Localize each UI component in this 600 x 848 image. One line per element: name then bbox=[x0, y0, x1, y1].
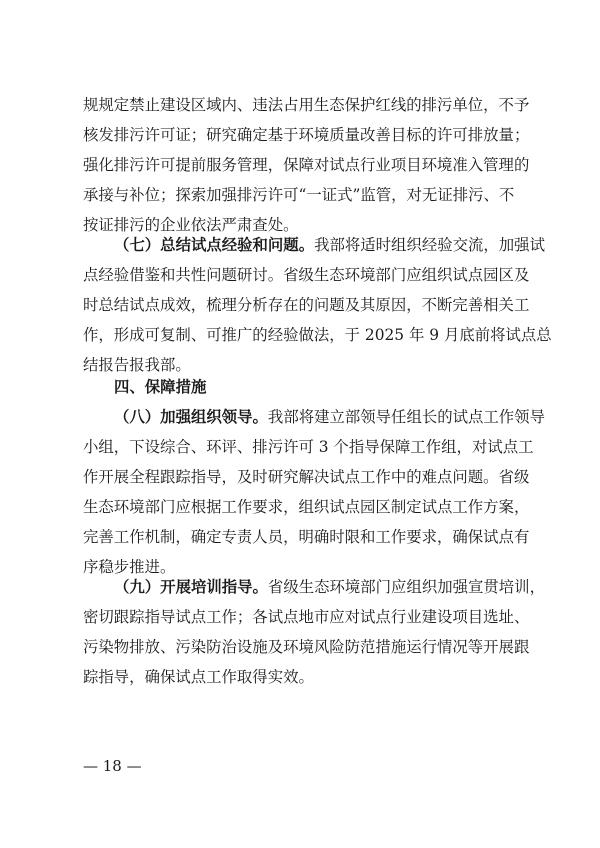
text-line bbox=[83, 402, 545, 432]
paragraph-organization-leadership bbox=[83, 402, 545, 582]
paragraph-heading: （九）开展培训指导。 bbox=[114, 578, 268, 596]
text-line: 核发排污许可证；研究确定基于环境质量改善目标的许可排放量； bbox=[83, 126, 530, 144]
text-line: 序稳步推进。 bbox=[83, 558, 176, 576]
paragraph-heading: （七）总结试点经验和问题。 bbox=[114, 236, 315, 254]
text-line: 点经验借鉴和共性问题研讨。省级生态环境部门应组织试点园区及 bbox=[83, 266, 530, 284]
text-line: 时总结试点成效，梳理分析存在的问题及其原因，不断完善相关工 bbox=[83, 296, 530, 314]
text-line bbox=[83, 572, 545, 602]
text-line: 承接与补位；探索加强排污许可“一证式”监管，对无证排污、不 bbox=[83, 186, 515, 204]
section-title: 四、保障措施 bbox=[114, 378, 207, 396]
paragraph-text: 我部将建立部领导任组长的试点工作领导 bbox=[267, 408, 545, 426]
text-line: 完善工作机制，确定专责人员，明确时限和工作要求，确保试点有 bbox=[83, 528, 530, 546]
paragraph-text: 我部将适时组织经验交流，加强试 bbox=[314, 236, 545, 254]
text-line: 生态环境部门应根据工作要求，组织试点园区制定试点工作方案， bbox=[83, 498, 530, 516]
text-line bbox=[83, 230, 545, 260]
section-heading bbox=[83, 372, 523, 402]
page-number: — 18 — bbox=[83, 757, 142, 775]
paragraph-heading: （八）加强组织领导。 bbox=[114, 408, 268, 426]
text-line: 作开展全程跟踪指导，及时研究解决试点工作中的难点问题。省级 bbox=[83, 468, 530, 486]
text-line: 小组，下设综合、环评、排污许可 3 个指导保障工作组，对试点工 bbox=[83, 438, 534, 456]
text-line: 作，形成可复制、可推广的经验做法，于 2025 年 9 月底前将试点总 bbox=[83, 326, 552, 344]
paragraph-permit-regulation bbox=[83, 90, 530, 240]
paragraph-text: 省级生态环境部门应组织加强宣贯培训， bbox=[267, 578, 545, 596]
text-line: 按证排污的企业依法严肃查处。 bbox=[83, 216, 299, 234]
text-line: 污染物排放、污染防治设施及环境风险防范措施运行情况等开展跟 bbox=[83, 638, 530, 656]
text-line: 结报告报我部。 bbox=[83, 356, 191, 374]
text-line: 规规定禁止建设区域内、违法占用生态保护红线的排污单位，不予 bbox=[83, 96, 530, 114]
paragraph-summarize-experience bbox=[83, 230, 552, 380]
text-line: 密切跟踪指导试点工作；各试点地市应对试点行业建设项目选址、 bbox=[83, 608, 530, 626]
text-line: 踪指导，确保试点工作取得实效。 bbox=[83, 668, 314, 686]
paragraph-training-guidance bbox=[83, 572, 545, 692]
text-line: 强化排污许可提前服务管理，保障对试点行业项目环境准入管理的 bbox=[83, 156, 530, 174]
